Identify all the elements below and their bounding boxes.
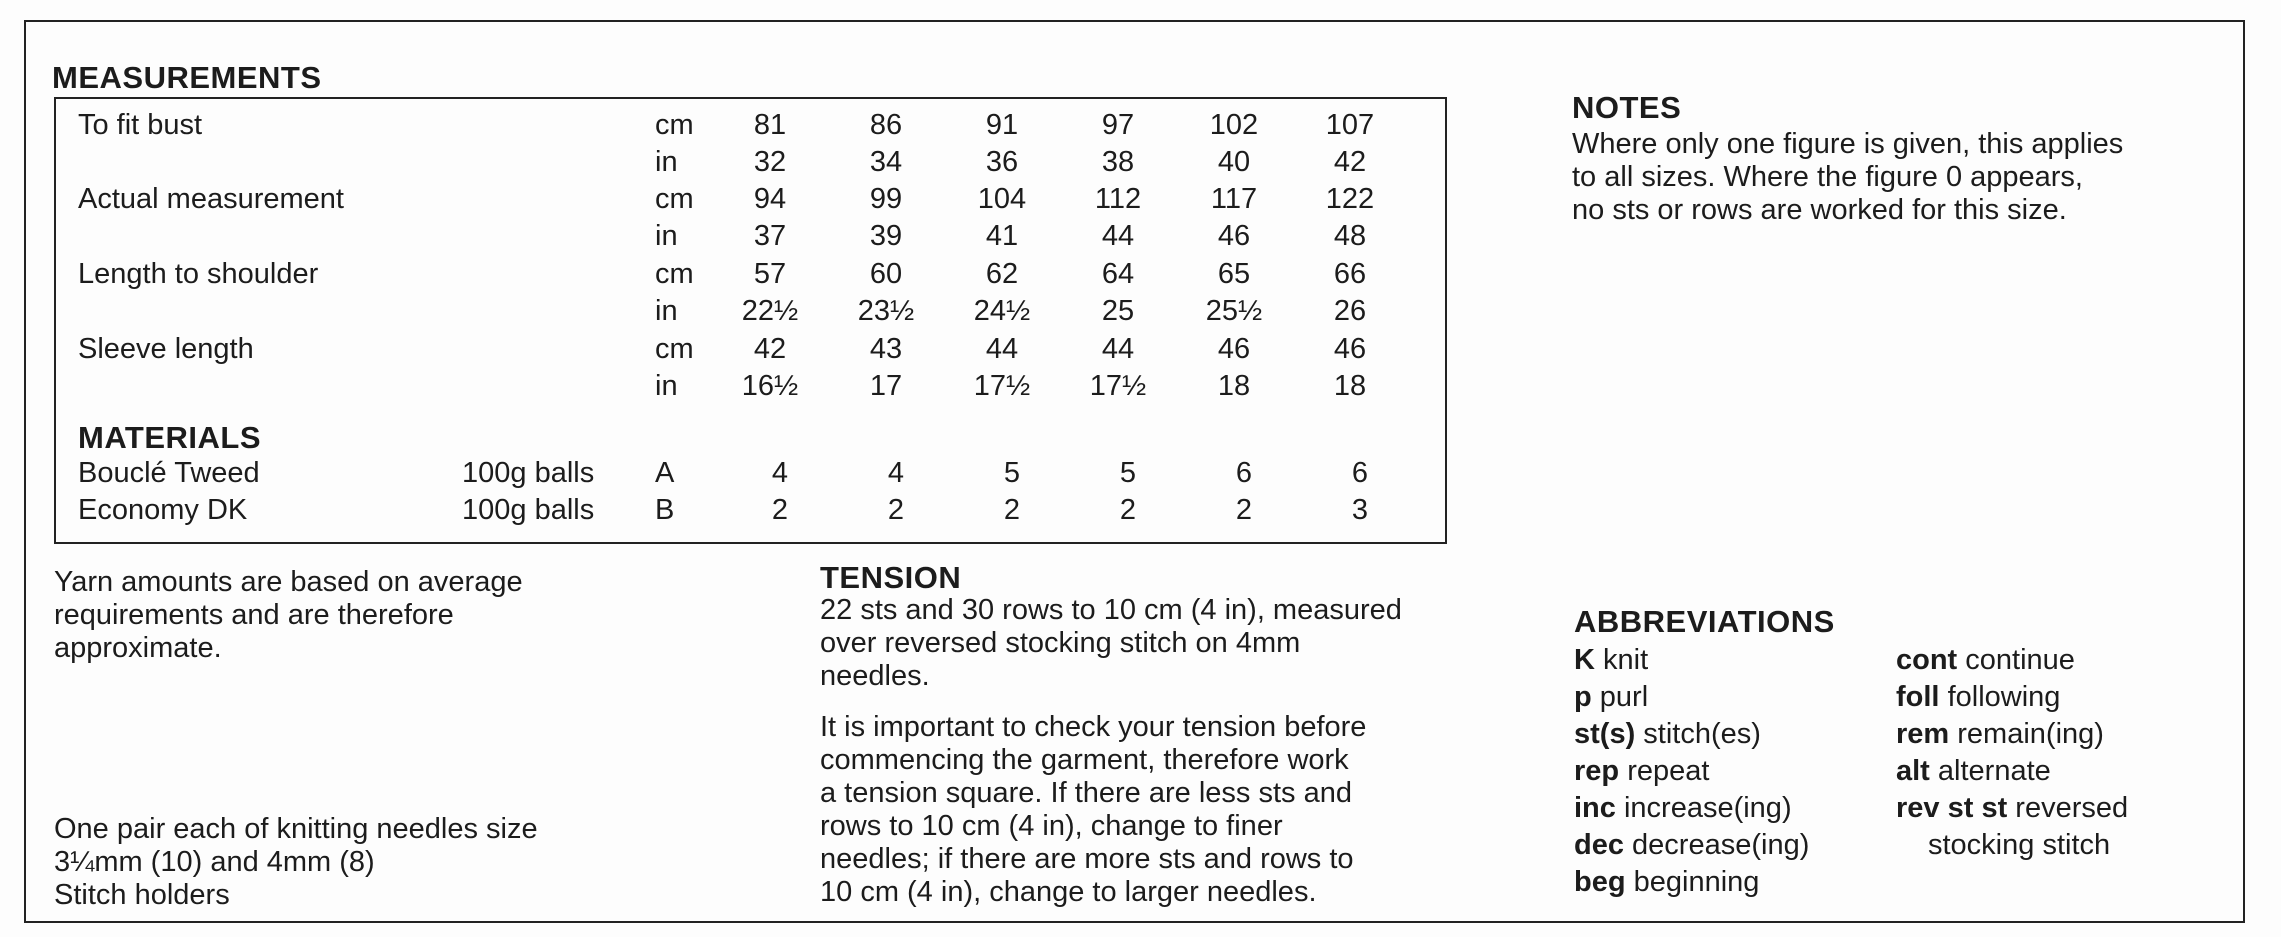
measurement-value: 66 xyxy=(1333,258,1367,290)
abbreviation-meaning: beginning xyxy=(1633,866,1760,898)
measurement-value: 91 xyxy=(985,109,1019,141)
measurement-value: 57 xyxy=(753,258,787,290)
material-code: A xyxy=(655,457,675,489)
material-code: B xyxy=(655,494,675,526)
measurement-value: 39 xyxy=(869,220,903,252)
measurement-value: 26 xyxy=(1333,295,1367,327)
measurement-value: 46 xyxy=(1217,220,1251,252)
abbreviation-item xyxy=(1896,790,2128,827)
material-quantity: 6 xyxy=(1351,457,1369,489)
measurement-unit: in xyxy=(655,295,678,327)
measurement-value: 60 xyxy=(869,258,903,290)
abbreviation-term: inc xyxy=(1574,792,1616,824)
measurement-unit: cm xyxy=(655,109,694,141)
material-quantity: 2 xyxy=(1119,494,1137,526)
measurement-label: Length to shoulder xyxy=(78,258,319,290)
measurement-value: 81 xyxy=(753,109,787,141)
material-quantity: 4 xyxy=(771,457,789,489)
measurement-value: 44 xyxy=(985,333,1019,365)
abbreviation-meaning: decrease(ing) xyxy=(1632,829,1810,861)
measurement-unit: cm xyxy=(655,333,694,365)
abbreviation-term: rep xyxy=(1574,755,1620,787)
measurement-value: 46 xyxy=(1217,333,1251,365)
measurement-value: 112 xyxy=(1094,183,1142,215)
measurement-value: 64 xyxy=(1101,258,1135,290)
measurement-value: 34 xyxy=(869,146,903,178)
measurement-value: 17½ xyxy=(1089,370,1147,402)
measurement-value: 99 xyxy=(869,183,903,215)
abbreviation-meaning: remain(ing) xyxy=(1957,718,2104,750)
measurement-value: 24½ xyxy=(973,295,1031,327)
material-quantity: 4 xyxy=(887,457,905,489)
tension-para-2: It is important to check your tension before commencing the garment, therefore work a tension square. If there are less sts and rows to 10 cm (4 in), change to finer needles; if there are more sts and rows to 10 cm (4 in), change to larger needles. xyxy=(820,711,1367,908)
abbreviation-meaning: increase(ing) xyxy=(1623,792,1792,824)
measurement-label: Sleeve length xyxy=(78,333,254,365)
measurement-label: To fit bust xyxy=(78,109,203,141)
abbreviation-item xyxy=(1896,679,2128,716)
measurement-value: 16½ xyxy=(741,370,799,402)
material-quantity: 5 xyxy=(1003,457,1021,489)
measurement-value: 18 xyxy=(1217,370,1251,402)
material-quantity: 6 xyxy=(1235,457,1253,489)
material-quantity: 3 xyxy=(1351,494,1369,526)
abbreviation-item xyxy=(1574,716,1809,753)
abbreviation-meaning: alternate xyxy=(1937,755,2051,787)
measurement-value: 104 xyxy=(977,183,1027,215)
measurement-value: 17½ xyxy=(973,370,1031,402)
abbreviation-meaning: following xyxy=(1947,681,2061,713)
material-quantity: 2 xyxy=(1235,494,1253,526)
abbreviation-term: beg xyxy=(1574,866,1626,898)
measurement-unit: in xyxy=(655,146,678,178)
tension-para-1: 22 sts and 30 rows to 10 cm (4 in), measured over reversed stocking stitch on 4mm needles. xyxy=(820,594,1402,692)
measurement-value: 102 xyxy=(1209,109,1259,141)
measurement-value: 122 xyxy=(1325,183,1375,215)
material-quantity: 5 xyxy=(1119,457,1137,489)
tension-heading: TENSION xyxy=(820,560,962,595)
abbreviation-meaning: stocking stitch xyxy=(1928,829,2111,861)
abbreviation-term: st(s) xyxy=(1574,718,1636,750)
measurement-value: 40 xyxy=(1217,146,1251,178)
abbreviation-term: K xyxy=(1574,644,1595,676)
abbreviations-left-column xyxy=(1574,642,1809,901)
measurement-value: 42 xyxy=(1333,146,1367,178)
measurement-value: 65 xyxy=(1217,258,1251,290)
measurement-value: 97 xyxy=(1101,109,1135,141)
measurement-value: 94 xyxy=(753,183,787,215)
measurement-value: 36 xyxy=(985,146,1019,178)
measurement-value: 42 xyxy=(753,333,787,365)
abbreviation-term: alt xyxy=(1896,755,1930,787)
measurement-value: 25 xyxy=(1101,295,1135,327)
abbreviation-item xyxy=(1896,642,2128,679)
material-name: Bouclé Tweed xyxy=(78,457,260,489)
measurement-value: 44 xyxy=(1101,220,1135,252)
measurement-value: 43 xyxy=(869,333,903,365)
abbreviation-item xyxy=(1896,827,2128,864)
material-balls: 100g balls xyxy=(462,457,595,489)
abbreviation-meaning: repeat xyxy=(1627,755,1710,787)
measurement-value: 32 xyxy=(753,146,787,178)
abbreviation-term: foll xyxy=(1896,681,1940,713)
abbreviation-item xyxy=(1574,642,1809,679)
material-balls: 100g balls xyxy=(462,494,595,526)
measurement-value: 117 xyxy=(1210,183,1258,215)
abbreviation-meaning: knit xyxy=(1603,644,1649,676)
measurement-value: 44 xyxy=(1101,333,1135,365)
measurement-value: 18 xyxy=(1333,370,1367,402)
material-quantity: 2 xyxy=(1003,494,1021,526)
abbreviations-heading: ABBREVIATIONS xyxy=(1574,604,1835,639)
abbreviation-term: p xyxy=(1574,681,1592,713)
needles-note: One pair each of knitting needles size 3¼mm (10) and 4mm (8) Stitch holders xyxy=(54,813,538,911)
measurement-value: 37 xyxy=(753,220,787,252)
measurement-value: 46 xyxy=(1333,333,1367,365)
measurement-value: 38 xyxy=(1101,146,1135,178)
measurement-label: Actual measurement xyxy=(78,183,344,215)
measurement-value: 62 xyxy=(985,258,1019,290)
measurement-value: 25½ xyxy=(1205,295,1263,327)
measurement-value: 48 xyxy=(1333,220,1367,252)
measurements-heading: MEASUREMENTS xyxy=(52,60,322,95)
measurement-unit: cm xyxy=(655,258,694,290)
abbreviation-meaning: continue xyxy=(1965,644,2075,676)
material-quantity: 2 xyxy=(887,494,905,526)
materials-heading: MATERIALS xyxy=(78,420,262,455)
measurement-unit: cm xyxy=(655,183,694,215)
abbreviation-term: dec xyxy=(1574,829,1624,861)
material-name: Economy DK xyxy=(78,494,248,526)
measurement-value: 22½ xyxy=(741,295,799,327)
abbreviations-right-column xyxy=(1896,642,2128,864)
abbreviation-term: rem xyxy=(1896,718,1950,750)
abbreviation-item xyxy=(1574,679,1809,716)
measurement-unit: in xyxy=(655,220,678,252)
yarn-note: Yarn amounts are based on average requirements and are therefore approximate. xyxy=(54,566,523,664)
abbreviation-term: cont xyxy=(1896,644,1958,676)
abbreviation-item xyxy=(1574,753,1809,790)
abbreviation-meaning: reversed xyxy=(2015,792,2129,824)
material-quantity: 2 xyxy=(771,494,789,526)
abbreviation-meaning: stitch(es) xyxy=(1643,718,1761,750)
measurement-value: 107 xyxy=(1325,109,1375,141)
abbreviation-meaning: purl xyxy=(1599,681,1649,713)
notes-heading: NOTES xyxy=(1572,90,1682,125)
measurement-value: 41 xyxy=(985,220,1019,252)
abbreviation-term: rev st st xyxy=(1896,792,2008,824)
measurement-value: 23½ xyxy=(857,295,915,327)
abbreviation-item xyxy=(1896,753,2128,790)
abbreviation-item xyxy=(1574,827,1809,864)
measurement-value: 17 xyxy=(869,370,903,402)
abbreviation-item xyxy=(1574,790,1809,827)
measurement-unit: in xyxy=(655,370,678,402)
abbreviation-item xyxy=(1896,716,2128,753)
notes-text: Where only one figure is given, this applies to all sizes. Where the figure 0 appears, no sts or rows are worked for this size. xyxy=(1572,128,2124,226)
measurement-value: 86 xyxy=(869,109,903,141)
abbreviation-item xyxy=(1574,864,1809,901)
